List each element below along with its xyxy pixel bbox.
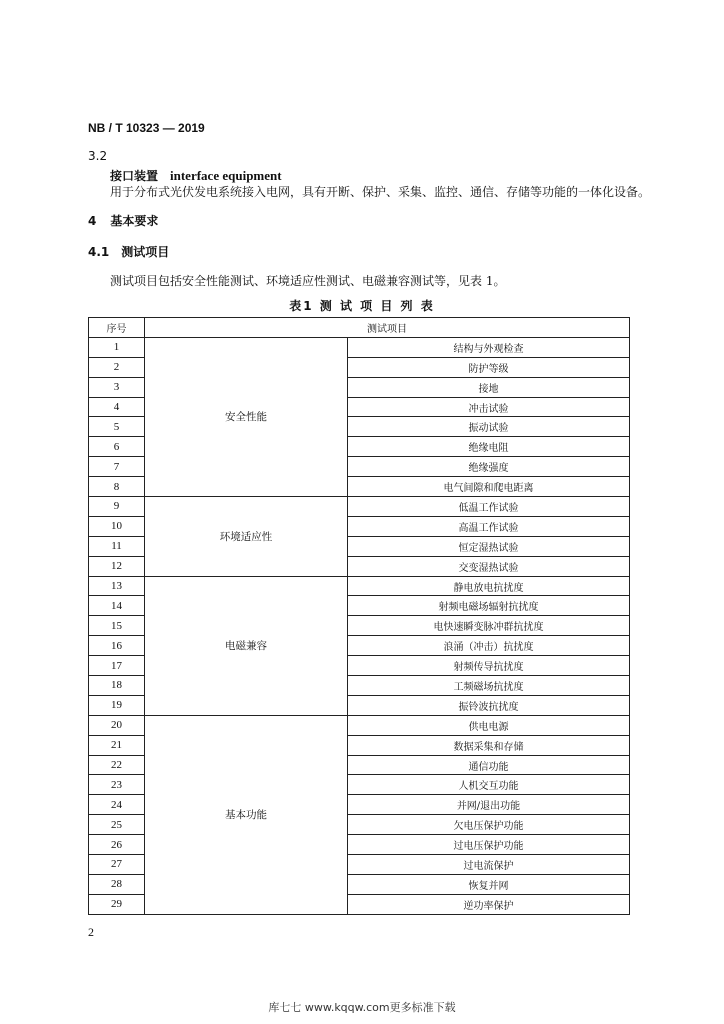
test-item: 供电电源 (348, 715, 630, 735)
test-item: 冲击试验 (348, 397, 630, 417)
table-caption: 表1 测 试 项 目 列 表 (289, 299, 435, 313)
test-item: 浪涌（冲击）抗扰度 (348, 636, 630, 656)
test-item: 恢复并网 (348, 874, 630, 894)
row-number: 4 (89, 397, 145, 417)
header-no: 序号 (89, 318, 145, 338)
category-cell: 环境适应性 (145, 497, 348, 577)
row-number: 28 (89, 874, 145, 894)
test-item: 电气间隙和爬电距离 (348, 477, 630, 497)
table-row (89, 337, 630, 357)
table-row (89, 715, 630, 735)
table-body (89, 337, 630, 914)
test-item: 振动试验 (348, 417, 630, 437)
test-item: 通信功能 (348, 755, 630, 775)
table-header-row (89, 318, 630, 338)
test-item: 人机交互功能 (348, 775, 630, 795)
test-item: 结构与外观检查 (348, 337, 630, 357)
row-number: 20 (89, 715, 145, 735)
row-number: 5 (89, 417, 145, 437)
row-number: 18 (89, 676, 145, 696)
standard-code: NB / T 10323 — 2019 (88, 121, 205, 135)
test-item: 电快速瞬变脉冲群抗扰度 (348, 616, 630, 636)
section-4-1-paragraph: 测试项目包括安全性能测试、环境适应性测试、电磁兼容测试等，见表 1。 (110, 274, 506, 288)
section-4-1-title: 测试项目 (121, 245, 170, 259)
test-item: 高温工作试验 (348, 516, 630, 536)
test-item: 数据采集和存储 (348, 735, 630, 755)
section-4-1-heading (88, 243, 169, 260)
term-line (110, 165, 282, 184)
row-number: 16 (89, 636, 145, 656)
section-4-heading (88, 212, 158, 229)
test-item: 射频传导抗扰度 (348, 656, 630, 676)
table-row (89, 576, 630, 596)
category-cell: 基本功能 (145, 715, 348, 914)
row-number: 27 (89, 855, 145, 875)
row-number: 25 (89, 815, 145, 835)
term-chinese: 接口装置 (110, 169, 159, 183)
row-number: 1 (89, 337, 145, 357)
category-cell: 安全性能 (145, 337, 348, 496)
row-number: 19 (89, 695, 145, 715)
test-item: 防护等级 (348, 357, 630, 377)
test-item: 欠电压保护功能 (348, 815, 630, 835)
row-number: 14 (89, 596, 145, 616)
row-number: 7 (89, 457, 145, 477)
row-number: 22 (89, 755, 145, 775)
row-number: 15 (89, 616, 145, 636)
page-number: 2 (88, 925, 94, 939)
test-item: 过电流保护 (348, 855, 630, 875)
test-item: 工频磁场抗扰度 (348, 676, 630, 696)
test-items-table (88, 317, 630, 915)
row-number: 13 (89, 576, 145, 596)
row-number: 9 (89, 497, 145, 517)
row-number: 2 (89, 357, 145, 377)
header-items: 测试项目 (145, 318, 630, 338)
row-number: 10 (89, 516, 145, 536)
row-number: 12 (89, 556, 145, 576)
section-3-2-number: 3.2 (88, 149, 108, 163)
test-item: 静电放电抗扰度 (348, 576, 630, 596)
test-item: 接地 (348, 377, 630, 397)
row-number: 24 (89, 795, 145, 815)
row-number: 26 (89, 835, 145, 855)
test-item: 绝缘强度 (348, 457, 630, 477)
row-number: 17 (89, 656, 145, 676)
row-number: 11 (89, 536, 145, 556)
test-item: 过电压保护功能 (348, 835, 630, 855)
test-item: 振铃波抗扰度 (348, 695, 630, 715)
category-cell: 电磁兼容 (145, 576, 348, 715)
test-item: 恒定湿热试验 (348, 536, 630, 556)
section-4-1-number: 4.1 (88, 245, 110, 259)
section-4-title: 基本要求 (110, 214, 159, 228)
test-item: 交变湿热试验 (348, 556, 630, 576)
footer-watermark-text: 库七七 www.kqqw.com更多标准下载 (268, 1001, 456, 1014)
test-item: 逆功率保护 (348, 894, 630, 914)
section-4-number: 4 (88, 214, 97, 228)
row-number: 21 (89, 735, 145, 755)
test-item: 绝缘电阻 (348, 437, 630, 457)
term-english: interface equipment (170, 168, 282, 183)
row-number: 8 (89, 477, 145, 497)
row-number: 6 (89, 437, 145, 457)
test-item: 低温工作试验 (348, 497, 630, 517)
term-definition: 用于分布式光伏发电系统接入电网，具有开断、保护、采集、监控、通信、存储等功能的一体化设备。 (110, 185, 651, 199)
test-item: 并网/退出功能 (348, 795, 630, 815)
test-item: 射频电磁场辐射抗扰度 (348, 596, 630, 616)
row-number: 29 (89, 894, 145, 914)
table-row (89, 497, 630, 517)
row-number: 23 (89, 775, 145, 795)
row-number: 3 (89, 377, 145, 397)
